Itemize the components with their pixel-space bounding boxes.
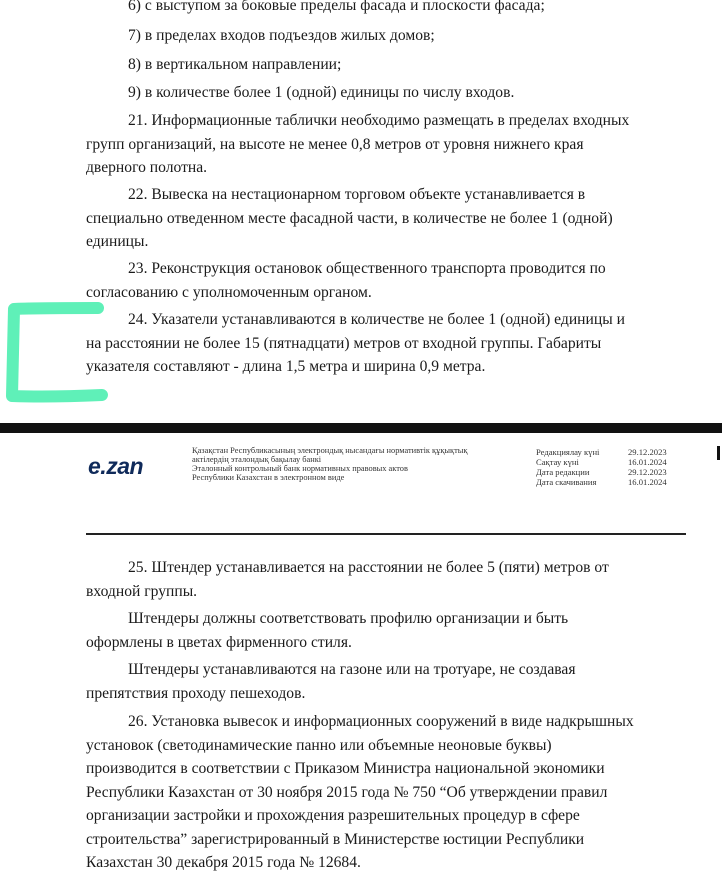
paragraph-25: 25. Штендер устанавливается на расстоянии не более 5 (пяти) метров от входной группы. (86, 559, 609, 600)
document-header (86, 444, 686, 534)
list-item: 8) в вертикальном направлении; (128, 56, 342, 73)
paragraph-shtender-placement: Штендеры устанавливаются на газоне или на тротуаре, не создавая препятствия проходу пешеходов. (86, 661, 576, 702)
paragraph-26: 26. Установка вывесок и информационных сооружений в виде надкрышных установок (светодинамические панно или объемные неоновые буквы) производится в соответствии с Приказом Министра национальной экономики Республики Казахстан от 30 ноября 2015 года № 750 “Об утверждении правил организации застройки и прохождения разрешительных процедур в сфере строительства” зарегистрированный в Министерстве юстиции Республики Казахстан 30 декабря 2015 года № 12684. (86, 713, 634, 871)
highlight-bracket (0, 300, 120, 410)
page-edge-mark (717, 446, 720, 460)
list-item: 6) с выступом за боковые пределы фасада и плоскости фасада; (128, 0, 545, 14)
ezan-logo: e.zan (88, 453, 144, 479)
header-rule (86, 533, 686, 535)
paragraph-22: 22. Вывеска на нестационарном торговом объекте устанавливается в специально отведенном месте фасадной части, в количестве не более 1 (одной) единицы. (86, 186, 613, 250)
paragraph-shtender-profile: Штендеры должны соответствовать профилю организации и быть оформлены в цветах фирменного стиля. (86, 610, 569, 651)
list-item: 9) в количестве более 1 (одной) единицы по числу входов. (128, 84, 515, 101)
paragraph-24: 24. Указатели устанавливаются в количестве не более 1 (одной) единицы и на расстоянии не более 15 (пятнадцати) метров от входной группы. Габариты указателя составляют - длина 1,5 метра и ширина 0,9 метра. (86, 311, 625, 375)
paragraph-21: 21. Информационные таблички необходимо размещать в пределах входных групп организаций, на высоте не менее 0,8 метров от уровня нижнего края дверного полотна. (86, 112, 630, 176)
header-dates: Редакциялау күні 29.12.2023 Сақтау күні 16.01.2024 Дата редакции 29.12.2023 Дата скачивания 16.01.2024 (536, 447, 667, 487)
page-divider (0, 423, 722, 433)
list-item: 7) в пределах входов подъездов жилых домов; (128, 27, 435, 44)
header-source-text: Қазақстан Республикасының электрондық нысандағы нормативтік құқықтық актілердің эталондық бақылау банкі Эталонный контрольный банк нормативных правовых актов Республики Казахстан в электронном виде (192, 446, 468, 482)
paragraph-23: 23. Реконструкция остановок общественного транспорта проводится по согласованию с уполномоченным органом. (86, 260, 606, 301)
